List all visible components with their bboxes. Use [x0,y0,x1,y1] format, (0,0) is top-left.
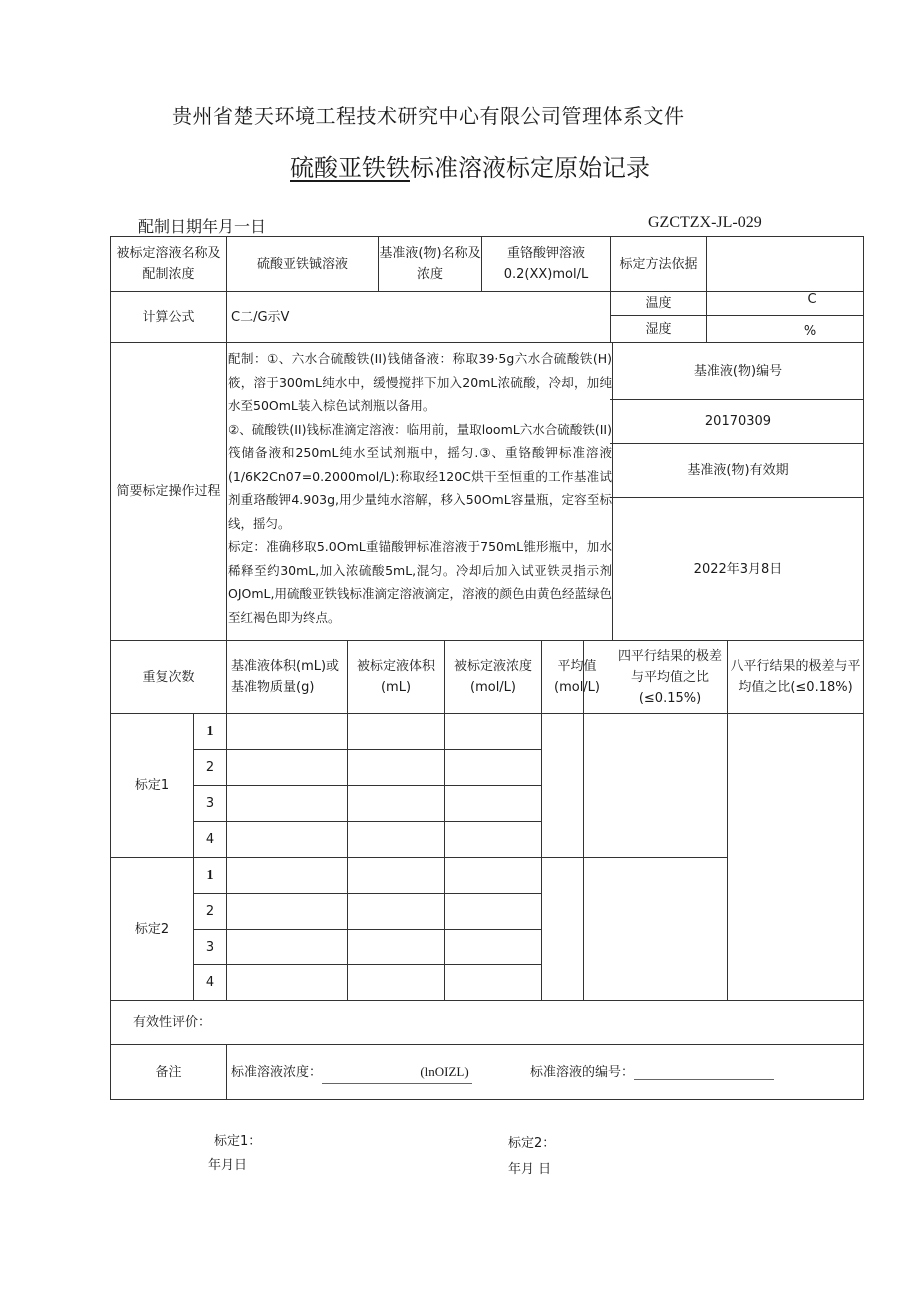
procedure-preparation: 配制：①、六水合硫酸铁(II)钱储备液：称取39·5g六水合硫酸铁(H)筱，溶于300mL纯水中，缓慢搅拌下加入20mL浓硫酸，冷却，加纯水至50OmL装入棕色试剂瓶以备用。 [228,351,612,413]
formula-value: C二/G示V [231,309,290,325]
document-code: GZCTZX-JL-029 [648,214,762,231]
calibrator-1-label: 标定1： [214,1134,262,1149]
reference-value-conc: 0.2(XX)mol/L [503,267,589,282]
group-label: 标定2 [134,921,170,937]
reference-value [482,237,610,291]
eight-parallel-ratio-header: 八平行结果的极差与平均值之比(≤0.18%) [730,659,861,695]
standard-concentration-label: 标准溶液浓度： [231,1064,323,1080]
solution-name-value: 硫酸亚铁铖溶液 [256,256,348,272]
row-number-text: 1 [206,868,214,883]
temperature-unit: C [807,292,817,307]
calibrator-2-label: 标定2： [508,1136,556,1151]
humidity-label: 湿度 [645,321,672,337]
procedure-text [228,347,612,629]
method-basis-label: 标定方法依据 [619,256,698,272]
reference-number-label: 基准液(物)编号 [693,363,783,379]
reference-expiry-value: 2022年3月8日 [693,561,783,577]
reference-value-name: 重铬酸钾溶液 [506,246,585,261]
document-header: 贵州省楚天环境工程技术研究中心有限公司管理体系文件 [172,104,685,128]
row-number [194,714,226,749]
row-number: 4 [205,975,215,990]
prep-date-label: 配制日期年月一日 [138,217,267,236]
calibrator-2-date: 年月 日 [508,1162,552,1177]
row-number [194,858,226,893]
reference-label: 基准液(物)名称及浓度 [379,246,481,282]
standard-number-field[interactable] [634,1065,774,1080]
row-number-text: 1 [206,724,214,739]
temperature-label: 温度 [645,296,672,311]
standard-concentration-field[interactable] [322,1061,472,1084]
method-basis-value [707,237,863,291]
procedure-calibration: 标定：准确移取5.0OmL重锚酸钾标准溶液于750mL锥形瓶中，加水稀释至约30mL,加入浓硫酸5mL,混匀。冷却后加入试亚铁灵指示剂OJOmL,用硫酸亚铁钱标准滴定溶液滴定，溶液的颜色由黄色经蓝绿色至红褐色即为终点。 [228,539,612,625]
average-header: 平均值(mol/L) [554,659,600,695]
procedure-standard-solutions: ②、硫酸铁(II)钱标准滴定溶液：临用前，量取loomL六水合硫酸铁(II)筏储备液和250mL纯水至试剂瓶中，摇匀.③、重铬酸钾标准溶液(1/6K2Cn07=0.2000mol/L):称取经120C烘干至恒重的工作基准试剂重珞酸钾4.903g,用少量纯水溶解，移入50OmL容量瓶，定容至标线，摇匀。 [228,421,612,531]
humidity-unit: % [803,323,817,339]
repeat-count-header: 重复次数 [142,669,195,685]
notes-label: 备注 [155,1064,182,1080]
titrated-concentration-header: 被标定液浓度(mol/L) [453,659,532,695]
row-number: 3 [205,939,215,955]
row-number: 4 [205,832,215,847]
row-number: 2 [205,904,215,919]
row-number: 3 [205,796,215,811]
concentration-unit: (lnOIZL) [420,1063,469,1079]
validity-evaluation-label: 有效性评价： [133,1015,212,1030]
four-parallel-ratio-header: 四平行结果的极差与平均值之比(≤0.15%) [617,648,722,706]
formula-label: 计算公式 [142,309,195,325]
standard-number-label: 标准溶液的编号： [530,1064,635,1080]
notes-content [227,1045,863,1099]
group-label: 标定1 [134,778,170,793]
row-number: 2 [205,760,215,775]
reference-volume-header: 基准液体积(mL)或基准物质量(g) [231,659,340,695]
reference-number-value: 20170309 [704,414,772,429]
titrated-volume-header: 被标定液体积(mL) [356,659,435,695]
solution-name-label: 被标定溶液名称及配制浓度 [116,246,221,282]
title-rest: 标准溶液标定原始记录 [410,154,650,182]
calibrator-1-date: 年月日 [208,1158,248,1173]
procedure-label: 简要标定操作过程 [116,484,221,499]
page-title [290,148,650,183]
title-underlined: 硫酸亚铁铁 [290,154,410,182]
reference-expiry-label: 基准液(物)有效期 [687,463,789,478]
